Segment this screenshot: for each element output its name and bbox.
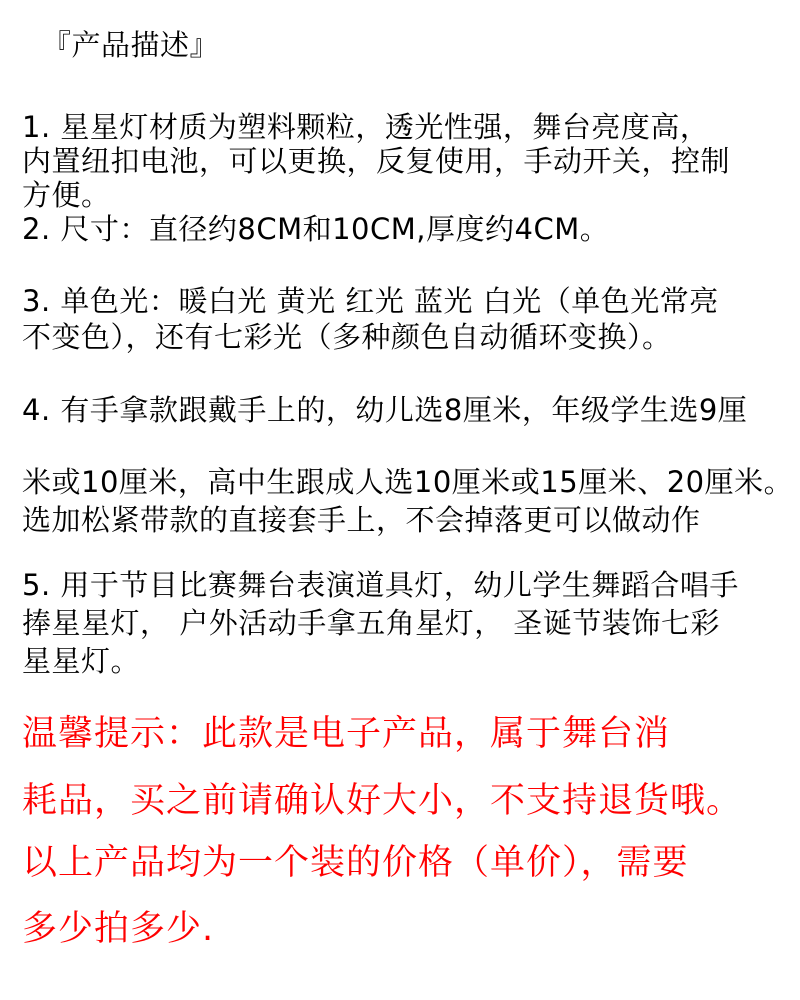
desc-line-5: 3. 单色光：暖白光 黄光 红光 蓝光 白光（单色光常亮 bbox=[22, 284, 719, 318]
desc-line-1: 1. 星星灯材质为塑料颗粒，透光性强，舞台亮度高， bbox=[22, 110, 710, 144]
warning-line-1: 温馨提示：此款是电子产品，属于舞台消 bbox=[22, 714, 671, 754]
section-title: 『产品描述』 bbox=[42, 28, 220, 62]
desc-line-3: 方便。 bbox=[22, 178, 111, 212]
desc-line-9: 选加松紧带款的直接套手上，不会掉落更可以做动作 bbox=[22, 503, 701, 537]
warning-line-3: 以上产品均为一个装的价格（单价），需要 bbox=[22, 843, 689, 883]
desc-line-8: 米或10厘米，高中生跟成人选10厘米或15厘米、20厘米。 bbox=[22, 465, 794, 499]
warning-line-4: 多少拍多少. bbox=[22, 909, 215, 949]
desc-line-12: 星星灯。 bbox=[22, 644, 141, 678]
warning-line-2: 耗品，买之前请确认好大小，不支持退货哦。 bbox=[22, 781, 743, 821]
desc-line-4: 2. 尺寸：直径约8CM和10CM,厚度约4CM。 bbox=[22, 212, 610, 246]
desc-line-10: 5. 用于节目比赛舞台表演道具灯，幼儿学生舞蹈合唱手 bbox=[22, 568, 739, 602]
desc-line-7: 4. 有手拿款跟戴手上的，幼儿选8厘米，年级学生选9厘 bbox=[22, 393, 748, 427]
desc-line-6: 不变色），还有七彩光（多种颜色自动循环变换）。 bbox=[22, 320, 672, 354]
desc-line-2: 内置纽扣电池，可以更换，反复使用，手动开关，控制 bbox=[22, 144, 731, 178]
desc-line-11: 捧星星灯， 户外活动手拿五角星灯， 圣诞节装饰七彩 bbox=[22, 606, 720, 640]
